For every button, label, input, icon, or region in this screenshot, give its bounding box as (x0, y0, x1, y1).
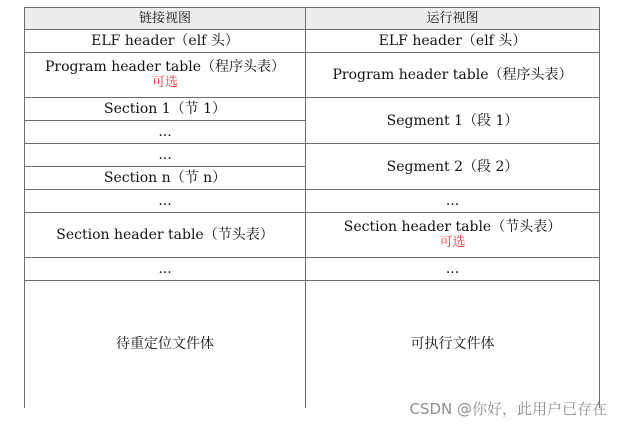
linking-ellipsis-1: ... (25, 121, 306, 144)
linking-view-title: 链接视图 (25, 8, 306, 30)
linking-section-n: Section n（节 n） (25, 167, 306, 190)
linking-program-header-label: Program header table（程序头表） (44, 59, 285, 75)
linking-ellipsis-3: ... (25, 190, 306, 213)
execution-elf-header: ELF header（elf 头） (306, 30, 600, 53)
linking-elf-header: ELF header（elf 头） (25, 30, 306, 53)
execution-segment-1: Segment 1（段 1） (306, 98, 600, 144)
linking-section-header-table: Section header table（节头表） (25, 213, 306, 258)
execution-section-header-optional-note: 可选 (439, 235, 466, 250)
linking-program-header-table (25, 53, 306, 98)
linking-program-header-optional-note: 可选 (151, 75, 178, 90)
execution-program-header-table: Program header table（程序头表） (306, 53, 600, 98)
execution-segment-2: Segment 2（段 2） (306, 144, 600, 190)
execution-section-header-table (306, 213, 600, 258)
linking-body-cell: 待重定位文件体 (25, 281, 306, 408)
elf-views-table (24, 7, 600, 408)
linking-section-1: Section 1（节 1） (25, 98, 306, 121)
execution-ellipsis-2: ... (306, 258, 600, 281)
execution-ellipsis-1: ... (306, 190, 600, 213)
execution-body-cell: 可执行文件体 (306, 281, 600, 408)
execution-section-header-label: Section header table（节头表） (343, 219, 562, 235)
execution-view-title: 运行视图 (306, 8, 600, 30)
linking-ellipsis-2: ... (25, 144, 306, 167)
linking-ellipsis-4: ... (25, 258, 306, 281)
csdn-watermark: CSDN @你好，此用户已存在 (409, 400, 607, 418)
